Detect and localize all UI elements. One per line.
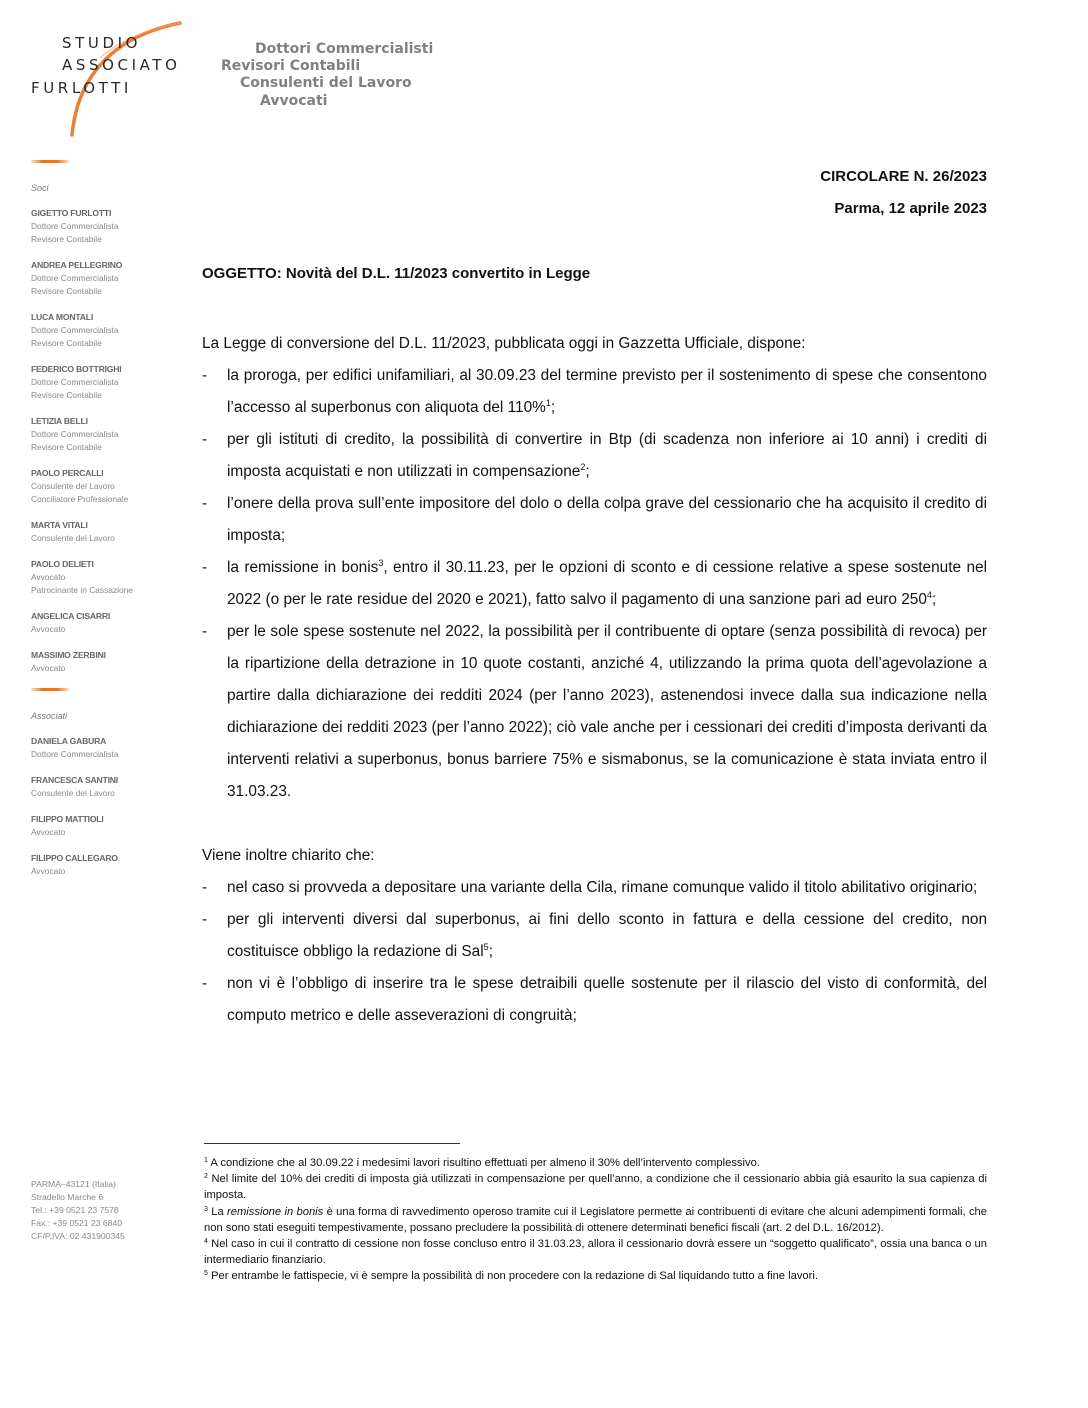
profession-label: Revisori Contabili [221, 58, 361, 74]
footnote-ref: 2 [580, 462, 586, 472]
partner-role: Avvocato [31, 663, 66, 673]
profession-label: Consulenti del Lavoro [240, 75, 412, 91]
partner-role: Avvocato [31, 866, 66, 876]
partner-entry [31, 311, 181, 350]
partner-name: ANDREA PELLEGRINO [31, 260, 123, 270]
partner-entry [31, 415, 181, 454]
partner-role: Avvocato [31, 827, 66, 837]
partner-name: PAOLO PERCALLI [31, 468, 104, 478]
clarified-intro: Viene inoltre chiarito che: [202, 847, 375, 864]
partner-role: Avvocato [31, 624, 66, 634]
footnote-text: Per entrambe le fattispecie, vi è sempre la possibilità di non procedere con la redazione di Sal liquidando tutto a fine lavori. [207, 1270, 818, 1283]
footnote-number: 4 [204, 1238, 208, 1246]
logo-line-furlotti: FURLOTTI [31, 79, 132, 97]
list-item [202, 872, 987, 904]
partner-name: FEDERICO BOTTRIGHI [31, 364, 122, 374]
partner-name: FILIPPO CALLEGARO [31, 853, 118, 863]
partner-role: Revisore Contabile [31, 442, 102, 452]
footnote-text: La [207, 1205, 228, 1218]
partner-role: Consulente del Lavoro [31, 533, 115, 543]
item-text: per gli istituti di credito, la possibilità di convertire in Btp (di scadenza non inferiore ai 10 anni) i crediti di imposta acquistati e non utilizzati in compensazione [227, 431, 987, 480]
partner-role: Dottore Commercialista [31, 325, 119, 335]
associati-heading: Associati [31, 711, 68, 721]
partner-name: PAOLO DELIETI [31, 559, 94, 569]
orange-divider [31, 688, 69, 691]
document-subject: OGGETTO: Novità del D.L. 11/2023 convertito in Legge [202, 265, 591, 282]
partner-entry [31, 207, 181, 246]
partner-name: FRANCESCA SANTINI [31, 775, 118, 785]
item-text: ; [488, 943, 493, 960]
partner-entry [31, 558, 181, 597]
partner-role: Dottore Commercialista [31, 273, 119, 283]
partner-entry [31, 649, 181, 675]
partner-name: LUCA MONTALI [31, 312, 94, 322]
partner-role: Dottore Commercialista [31, 377, 119, 387]
list-item [202, 616, 987, 808]
list-item [202, 488, 987, 552]
partner-role: Dottore Commercialista [31, 749, 119, 759]
partner-entry [31, 735, 181, 761]
footnote [204, 1204, 987, 1236]
partner-entry [31, 852, 181, 878]
footnote [204, 1155, 987, 1171]
item-text: la remissione in bonis [227, 559, 379, 576]
list-item [202, 552, 987, 616]
partner-role: Consulente del Lavoro [31, 481, 115, 491]
bullet-dash: - [202, 431, 208, 448]
office-address [31, 1178, 125, 1243]
partner-entry [31, 363, 181, 402]
item-text: l’onere della prova sull’ente impositore del dolo o della colpa grave del cessionario che ha acquisito il credito di imposta; [227, 495, 987, 544]
soci-list [31, 207, 181, 675]
footnote [204, 1268, 987, 1284]
sidebar-partners [31, 160, 181, 891]
partner-role: Patrocinante in Cassazione [31, 585, 133, 595]
item-text: , entro il 30.11.23, per le opzioni di sconto e di cessione relative a spese sostenute nel 2022 (o per le rate residue del 2020 e 2021), fatto salvo il pagamento di una sanzione pari ad euro 250 [227, 559, 987, 608]
document-date: Parma, 12 aprile 2023 [834, 200, 987, 217]
profession-label: Dottori Commercialisti [255, 41, 434, 57]
partner-role: Dottore Commercialista [31, 221, 119, 231]
footnote-text: Nel caso in cui il contratto di cessione non fosse concluso entro il 31.03.23, allora il cessionario dovrà essere un “soggetto qualificato”, ossia una banca o un intermediario finanziario. [204, 1238, 987, 1267]
partner-entry [31, 610, 181, 636]
partner-name: GIGETTO FURLOTTI [31, 208, 112, 218]
partner-role: Revisore Contabile [31, 390, 102, 400]
address-line: CF/P.IVA: 02 431900345 [31, 1231, 125, 1241]
bullet-dash: - [202, 879, 208, 896]
footnote-ref: 3 [378, 558, 384, 568]
item-text: per le sole spese sostenute nel 2022, la possibilità per il contribuente di optare (senza possibilità di revoca) per la ripartizione della detrazione in 10 quote costanti, anziché 4, utilizzando la prima quota dell’agevolazione a partire dalla dichiarazione dei redditi 2024 (per l’anno 2023), astenendosi invece dalla sua indicazione nella dichiarazione dei redditi 2023 (per l’anno 2022); ciò vale anche per i cessionari dei crediti d’imposta derivanti da interventi relativi a superbonus, bonus barriere 75% e sismabonus, se la comunicazione è stata inviata entro il 31.03.23. [227, 623, 987, 800]
partner-role: Dottore Commercialista [31, 429, 119, 439]
associati-list [31, 735, 181, 878]
partner-name: LETIZIA BELLI [31, 416, 88, 426]
item-text: non vi è l’obbligo di inserire tra le spese detraibili quelle sostenute per il rilascio del visto di conformità, del computo metrico e delle asseverazioni di congruità; [227, 975, 987, 1024]
bullet-dash: - [202, 911, 208, 928]
bullet-dash: - [202, 367, 208, 384]
item-text: nel caso si provveda a depositare una variante della Cila, rimane comunque valido il titolo abilitativo originario; [227, 879, 978, 896]
footnote-text: A condizione che al 30.09.22 i medesimi lavori risultino effettuati per almeno il 30% dell’intervento complessivo. [207, 1157, 760, 1169]
logo-line-associato: ASSOCIATO [62, 56, 181, 74]
document-body [202, 328, 987, 1032]
item-text: ; [931, 591, 937, 608]
partner-role: Revisore Contabile [31, 286, 102, 296]
list-item [202, 424, 987, 488]
bullet-dash: - [202, 975, 208, 992]
partner-role: Consulente del Lavoro [31, 788, 115, 798]
logo-line-studio: STUDIO [62, 34, 142, 52]
item-text: ; [550, 399, 556, 416]
clarifications-list [202, 872, 987, 1032]
orange-divider [31, 160, 69, 163]
soci-heading: Soci [31, 183, 49, 193]
footnote-ref: 4 [926, 590, 932, 600]
footnote-number: 1 [204, 1157, 208, 1164]
studio-logo [0, 0, 200, 170]
footnote-ref: 1 [545, 398, 551, 408]
item-text: per gli interventi diversi dal superbonus, ai fini dello sconto in fattura e della cessione del credito, non costituisce obbligo la redazione di Sal [227, 911, 987, 960]
footnote [204, 1236, 987, 1268]
partner-entry [31, 774, 181, 800]
partner-entry [31, 519, 181, 545]
partner-role: Conciliatore Professionale [31, 494, 129, 504]
partner-entry [31, 813, 181, 839]
address-line: Tel.: +39 0521 23 7578 [31, 1205, 119, 1215]
list-item [202, 968, 987, 1032]
profession-label: Avvocati [260, 93, 328, 109]
partner-entry [31, 259, 181, 298]
footnote-separator [204, 1143, 460, 1144]
address-line: PARMA–43121 (Italia) [31, 1179, 116, 1189]
footnote-text: è una forma di ravvedimento operoso tramite cui il Legislatore permette ai contribuenti di evitare che alcuni adempimenti formali, che non sono stati eseguiti tempestivamente, possano precludere la possibilità di ottenere determinati benefici fiscali (art. 2 del D.L. 16/2012). [204, 1205, 987, 1234]
footnote-italic: remissione in bonis [227, 1205, 324, 1218]
footnote-number: 3 [204, 1205, 208, 1213]
footnotes [204, 1155, 987, 1285]
partner-role: Revisore Contabile [31, 234, 102, 244]
provisions-list [202, 360, 987, 808]
intro-paragraph: La Legge di conversione del D.L. 11/2023, pubblicata oggi in Gazzetta Ufficiale, dispone: [202, 335, 806, 352]
bullet-dash: - [202, 623, 208, 640]
partner-name: MARTA VITALI [31, 520, 88, 530]
address-line: Fax.: +39 0521 23 6840 [31, 1218, 123, 1228]
partner-name: MASSIMO ZERBINI [31, 650, 106, 660]
footnote-number: 5 [204, 1270, 208, 1278]
footnote [204, 1171, 987, 1203]
footnote-text: Nel limite del 10% dei crediti di imposta già utilizzati in compensazione per quell’anno, a condizione che il cessionario abbia già esaurito la sua capienza di imposta. [204, 1173, 987, 1202]
partner-name: ANGELICA CISARRI [31, 611, 111, 621]
bullet-dash: - [202, 559, 208, 576]
partner-role: Revisore Contabile [31, 338, 102, 348]
partner-name: FILIPPO MATTIOLI [31, 814, 104, 824]
partner-role: Avvocato [31, 572, 66, 582]
list-item [202, 360, 987, 424]
item-text: la proroga, per edifici unifamiliari, al 30.09.23 del termine previsto per il sostenimento di spese che consentono l’accesso al superbonus con aliquota del 110% [227, 367, 987, 416]
address-line: Stradello Marche 6 [31, 1192, 104, 1202]
footnote-ref: 5 [483, 942, 489, 952]
bullet-dash: - [202, 495, 208, 512]
footnote-number: 2 [204, 1173, 208, 1181]
circolare-number: CIRCOLARE N. 26/2023 [820, 168, 987, 185]
list-item [202, 904, 987, 968]
partner-name: DANIELA GABURA [31, 736, 107, 746]
partner-entry [31, 467, 181, 506]
item-text: ; [585, 463, 590, 480]
